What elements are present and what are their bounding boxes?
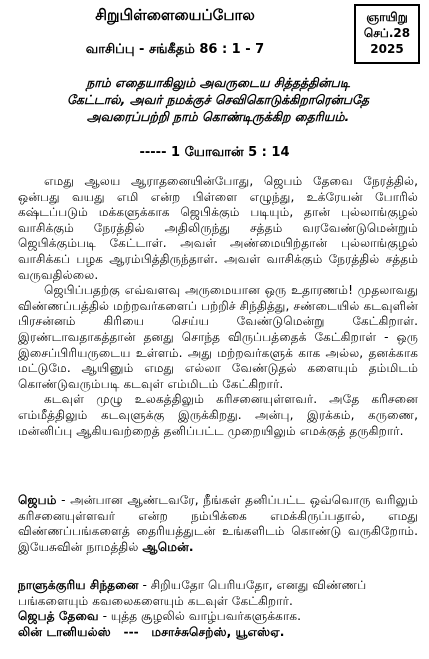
author-line: லின் டானியல்ஸ் --- மசாச்சுசெற்ஸ், யூஎஸ்ஏ. xyxy=(18,624,285,639)
theme-verse xyxy=(28,74,408,125)
prayer-need-text: - யுத்த சூழலில் வாழ்பவர்களுக்காக. xyxy=(98,609,302,624)
date-year: 2025 xyxy=(370,42,404,56)
theme-line: அவரைப்பற்றி நாம் கொண்டிருக்கிற தைரியம். xyxy=(86,109,350,124)
theme-line: நாம் எதையாகிலும் அவருடைய சித்தத்தின்படி xyxy=(86,75,350,90)
date-day: ஞாயிறு xyxy=(366,10,408,24)
page-title: சிறுபிள்ளையைப்போல xyxy=(95,6,255,24)
reading-reference: வாசிப்பு - சங்கீதம் 86 : 1 - 7 xyxy=(85,42,265,57)
theme-line: கேட்டால், அவர் நமக்குச் செவிகொடுக்கிறாரென்பதே xyxy=(66,92,370,107)
date-box xyxy=(354,4,420,64)
footer-section xyxy=(18,578,418,640)
body-paragraph: கடவுள் முழு உலகத்திலும் கரிசனையுள்ளவர். அதே கரிசனை எம்மீத்திலும் கடவுளுக்கு இருக்கிறது. அன்பு, இரக்கம், கருணை, மன்னிப்பு ஆகியவற்றைத் தனிப்பட்ட முறையிலும் எமக்குத் தருகிறார். xyxy=(18,392,418,438)
thought-label: நாளுக்குரிய சிந்தனை xyxy=(18,578,139,592)
prayer-section xyxy=(18,493,418,555)
thought-of-day xyxy=(18,578,418,609)
devotional-body xyxy=(18,174,418,439)
date-month: செப்.28 xyxy=(363,26,411,40)
body-paragraph: ஜெபிப்பதற்கு எவ்வளவு அருமையான ஒரு உதாரணம்! முதலாவது விண்ணப்பத்தில் மற்றவர்களைப் பற்றிச் சிந்தித்து, சண்டையில் கடவுளின் பிரசன்னம் கிரியை செய்ய வேண்டுமென்று கேட்கிறாள். இரண்டாவதாகத்தான் தனது சொந்த விருப்பத்தைக் கேட்கிறாள் - ஒரு இசைப்பிரியருடைய உள்ளம். அது மற்றவர்களுக் காக அல்ல, தனக்காக மட்டுமே. ஆயினும் எமது எல்லா வேண்டுதல் களையும் தம்மிடம் கொண்டுவரும்படி கடவுள் எம்மிடம் கேட்கிறார். xyxy=(18,283,418,391)
prayer-amen: ஆமென். xyxy=(142,539,194,554)
prayer-need xyxy=(18,609,418,625)
prayer-label: ஜெபம் xyxy=(18,493,57,507)
prayer-need-label: ஜெபத் தேவை xyxy=(18,609,99,624)
thought-text: - சிறியதோ பெரியதோ, எனது விண்ணப் பங்களையும் கவலைகளையும் கடவுள் கேட்கிறார். xyxy=(18,578,367,608)
prayer-text: - அன்பான ஆண்டவரே, நீங்கள் தனிப்பட்ட ஒவ்வொரு வரிலும் கரிசனையுள்ளவர் என்ற நம்பிக்கை எமக்கிருப்பதால், எமது விண்ணப்பங்களைத் தைரியத்துடன் உங்களிடம் கொண்டு வருகிறோம். இயேசுவின் நாமத்தில் xyxy=(18,493,418,554)
verse-reference: ----- 1 யோவான் 5 : 14 xyxy=(139,145,290,160)
body-paragraph: எமது ஆலய ஆராதனையின்போது, ஜெபம் தேவை நேரத்தில், ஒன்பது வயது எமி என்ற பிள்ளை எழுந்து, உக்ரேயன் போரில் கஷ்டப்படும் மக்களுக்காக ஜெபிக்கும் படியும், தான் புல்லாங்குழல் வாசிக்கும் நேரத்தில் அதிலிருந்து சத்தம் வரவேண்டுமென்றும் ஜெபிக்கும்படி கேட்டாள். அவள் அண்மையிற்தான் புல்லாங்குழல் வாசிக்கப் பழக ஆரம்பித்திருந்தாள். அவள் வாசிக்கும் நேரத்தில் சத்தம் வருவதில்லை. xyxy=(18,174,418,282)
